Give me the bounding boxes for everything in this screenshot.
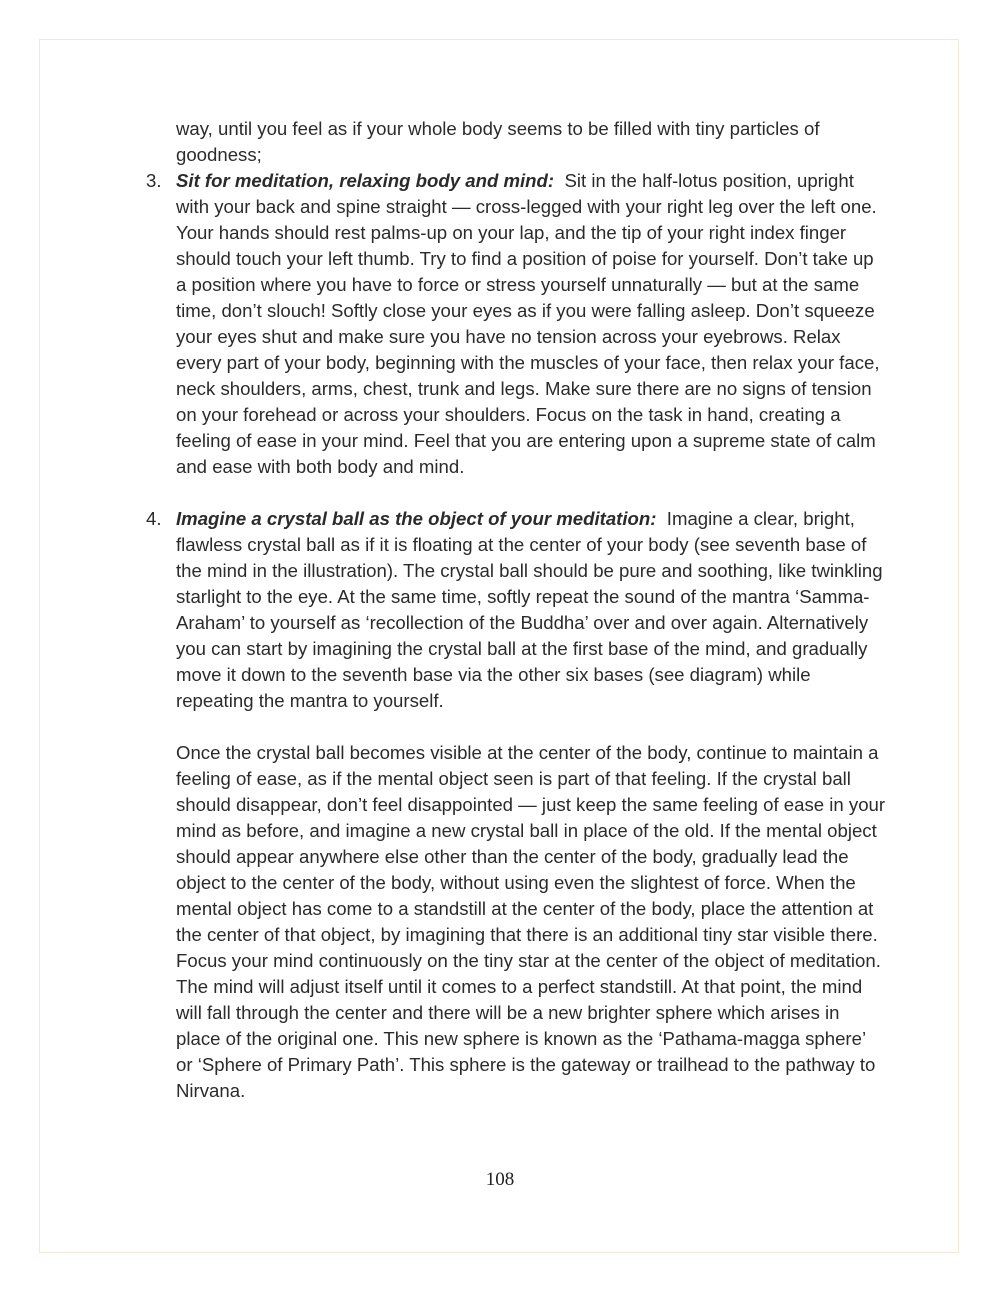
list-number: 4. bbox=[146, 508, 162, 529]
closing-paragraph: Once the crystal ball becomes visible at the center of the body, continue to maintain a feeling of ease, as if the mental object seen is part of that feeling. If the crystal ball should disappear, don’t feel disappointed — just keep the same feeling of ease in your mind as before, and imagine a new crystal ball in place of the old. If the mental object should appear anywhere else other than the center of the body, gradually lead the object to the center of the body, without using even the slightest of force. When the mental object has come to a standstill at the center of the body, place the attention at the center of that object, by imagining that there is an additional tiny star visible there. Focus your mind continuously on the tiny star at the center of the object of meditation. The mind will adjust itself until it comes to a perfect standstill. At that point, the mind will fall through the center and there will be a new brighter sphere which arises in place of the original one. This new sphere is known as the ‘Pathama-magga sphere’ or ‘Sphere of Primary Path’. This sphere is the gateway or trailhead to the pathway to Nirvana. bbox=[176, 742, 886, 1101]
list-item-text: Imagine a clear, bright, flawless crystal ball as if it is floating at the center of your body (see seventh base of the mind in the illustration). The crystal ball should be pure and soothing, like twinkling starlight to the eye. At the same time, softly repeat the sound of the mantra ‘Samma-Araham’ to yourself as ‘recollection of the Buddha’ over and over again. Alternatively you can start by imagining the crystal ball at the first base of the mind, and gradually move it down to the seventh base via the other six bases (see diagram) while repeating the mantra to yourself. bbox=[176, 508, 883, 711]
list-item-heading: Sit for meditation, relaxing body and mind: bbox=[176, 170, 555, 191]
list-item-heading: Imagine a crystal ball as the object of your meditation: bbox=[176, 508, 657, 529]
list-item-4 bbox=[146, 506, 886, 714]
page-body bbox=[146, 116, 886, 1104]
list-number: 3. bbox=[146, 170, 162, 191]
list-item-3 bbox=[146, 168, 886, 480]
page-number: 108 bbox=[485, 1169, 515, 1190]
list-item-paragraph bbox=[176, 168, 886, 480]
list-item-text: Sit in the half-lotus position, upright with your back and spine straight — cross-legged with your right leg over the left one. Your hands should rest palms-up on your lap, and the tip of your right index finger should touch your left thumb. Try to find a position of poise for yourself. Don’t take up a position where you have to force or stress yourself unnaturally — but at the same time, don’t slouch! Softly close your eyes as if you were falling asleep. Don’t squeeze your eyes shut and make sure you have no tension across your eyebrows. Relax every part of your body, beginning with the muscles of your face, then relax your face, neck shoulders, arms, chest, trunk and legs. Make sure there are no signs of tension on your forehead or across your shoulders. Focus on the task in hand, creating a feeling of ease in your mind. Feel that you are entering upon a supreme state of calm and ease with both body and mind. bbox=[176, 170, 880, 477]
intro-paragraph: way, until you feel as if your whole body seems to be filled with tiny particles of goodness; bbox=[176, 118, 820, 165]
list-item-paragraph bbox=[176, 506, 886, 714]
